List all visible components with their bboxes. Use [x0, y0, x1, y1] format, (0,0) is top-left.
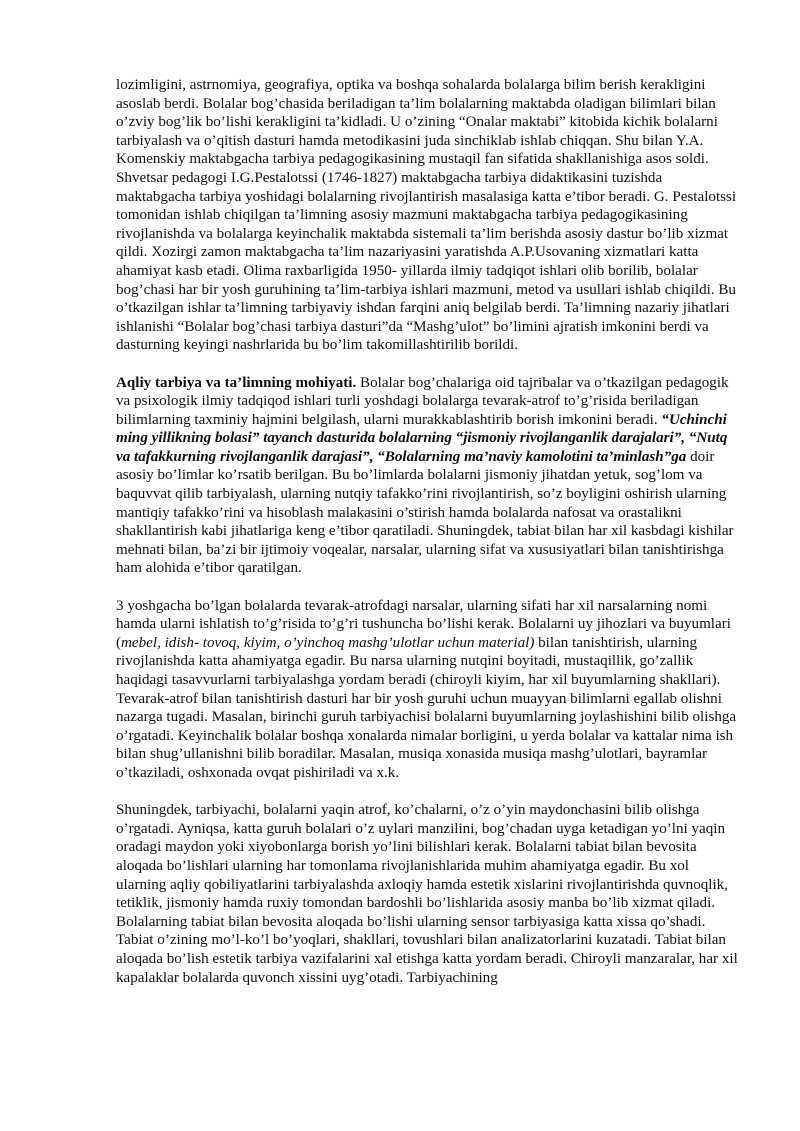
- document-page: [116, 76, 742, 1006]
- paragraph-3-italic: mebel, idish- tovoq, kiyim, o’yinchoq mashg’ulotlar uchun material): [121, 634, 535, 651]
- paragraph-2-text-a: Bolalar bog’chalariga oid tajribalar va o’tkazilgan pedagogik va psixologik ilmiy tadqiqod ishlari turli yoshdagi bolalarga tevarak-atrof to’g’risida beriladigan bilimlarning taxminiy hajmini belgilash, ularni murakkablashtirib borish imkonini beradi.: [116, 374, 729, 428]
- paragraph-1-text: lozimligini, astrnomiya, geografiya, optika va boshqa sohalarda bolalarga bilim berish kerakligini asoslab berdi. Bolalar bog’chasida beriladigan ta’lim bolalarning maktabda oladigan bilimlari bilan o’zviy bog’lik bo’lishi kerakligini ta’kidladi. U o’zining “Onalar maktabi” kitobida kichik bolalarni tarbiyalash va o’qitish dasturi hamda metodikasini juda sinchiklab ishlab chiqqan. Shu bilan Y.A. Komenskiy maktabgacha tarbiya pedagogikasining mustaqil fan sifatida shakllanishiga asos soldi. Shvetsar pedagogi I.G.Pestalotssi (1746-1827) maktabgacha tarbiya didaktikasini tuzishda maktabgacha tarbiya yoshidagi bolalarning rivojlantirish masalasiga katta e’tibor beradi. G. Pestalotssi tomonidan ishlab chiqilgan ta’limning asosiy mazmuni maktabgacha tarbiya pedagogikasining rivojlanishda va bolalarga keyinchalik maktabda sistemali ta’lim berishda asosiy dastur bo’lib xizmat qildi. Xozirgi zamon maktabgacha ta’lim nazariyasini yaratishda A.P.Usovaning xizmatlari katta ahamiyat kasb etadi. Olima raxbarligida 1950- yillarda ilmiy tadqiqot ishlari olib borilib, bolalar bog’chasi har bir yosh guruhining ta’lim-tarbiya ishlari mazmuni, metod va usullari ishlab chiqildi. Bu o’tkazilgan ishlar ta’limning tarbiyaviy ishdan farqini aniq belgilab berdi. Ta’limning nazariy jihatlari ishlanishi “Bolalar bog’chasi tarbiya dasturi”da “Mashg’ulot” bo’limini ajratish imkonini berdi va dasturning keyingi nashrlarida bu bo’lim takomillashtirilib borildi.: [116, 77, 737, 354]
- paragraph-4: [116, 801, 742, 987]
- paragraph-4-text: Shuningdek, tarbiyachi, bolalarni yaqin atrof, ko’chalarni, o’z o’yin maydonchasini bilib olishga o’rgatadi. Ayniqsa, katta guruh bolalari o’z uylari manzilini, bog’chadan uyga ketadigan yo’lni yaqin oradagi maydon yoki xiyobonlarga borish yo’lini bilishlari kerak. Bolalarni tabiat bilan bevosita aloqada bo’lishlari ularning har tomonlama rivojlanishlarida muhim ahamiyatga egadir. Bu xol ularning aqliy qobiliyatlarini tarbiyalashda axloqiy hamda estetik xislarini rivojlantirishda quvnoqlik, tetiklik, jismoniy hamda ruxiy tomondan bardoshli bo’lishlarida asosiy manba bo’lib xizmat qiladi. Bolalarning tabiat bilan bevosita aloqada bo’lishi ularning sensor tarbiyasiga katta xissa qo’shadi. Tabiat o’zining mo’l-ko’l bo’yoqlari, shakllari, tovushlari bilan analizatorlarini kuzatadi. Tabiat bilan aloqada bo’lish estetik tarbiya vazifalarini xal etishga katta yordam beradi. Chiroyli manzaralar, har xil kapalaklar bolalarda quvonch xissini uyg’otadi. Tarbiyachining: [116, 802, 738, 986]
- paragraph-2-text-b: doir asosiy bo’limlar ko’rsatib berilgan. Bu bo’limlarda bolalarni jismoniy jihatdan yetuk, sog’lom va baquvvat qilib tarbiyalash, ularning nutqiy tafakko’rini rivojlantirish, so’z boyligini oshirish ularning mantiqiy tafakko’rini va hisoblash malakasini o’stirish hamda bolalarda nafosat va orastalikni shakllantirish kabi jihatlariga keng e’tibor qaratiladi. Shuningdek, tabiat bilan har xil kasbdagi kishilar mehnati bilan, ba’zi bir ijtimoiy voqealar, narsalar, ularning sifat va xususiyatlari bilan tanishtirishga ham alohida e’tibor qaratilgan.: [116, 448, 734, 577]
- paragraph-3-text-a: 3 yoshgacha bo’lgan bolalarda tevarak-atrofdagi narsalar, ularning sifati har xil narsalarning nomi hamda ularni ishlatish to’g’risida to’g’ri tushuncha bo’lishi kerak. Bolalarni uy jihozlari va buyumlari (: [116, 597, 731, 651]
- paragraph-3-text-b: bilan tanishtirish, ularning rivojlanishda katta ahamiyatga egadir. Bu narsa ularning nutqini boyitadi, mustaqillik, go’zallik haqidagi tasavvurlarni tarbiyalashga yordam beradi (chiroyli kiyim, har xil buyumlarning shakllari). Tevarak-atrof bilan tanishtirish dasturi har bir yosh guruhi uchun muayyan bilimlarni egallab olishni nazarga tugadi. Masalan, birinchi guruh tarbiyachisi bolalarni buyumlarning joylashishini bilib olishga o’rgatadi. Keyinchalik bolalar boshqa xonalarda nimalar borligini, u yerda bolalar va kattalar nima ish bilan shug’ullanishni bilib boradilar. Masalan, musiqa xonasida musiqa mashg’ulotlari, bayramlar o’tkaziladi, oshxonada ovqat pishiriladi va x.k.: [116, 634, 737, 781]
- section-heading: Aqliy tarbiya va ta’limning mohiyati.: [116, 374, 357, 391]
- paragraph-1: [116, 76, 742, 355]
- paragraph-3: [116, 597, 742, 783]
- paragraph-2-emphasis: “Uchinchi ming yillikning bolasi” tayanch dasturida bolalarning “jismoniy rivojlanganlik darajalari”, “Nutq va tafakkurning rivojlanganlik darajasi”, “Bolalarning ma’naviy kamolotini ta’minlash”ga: [116, 411, 728, 465]
- paragraph-2: [116, 374, 742, 579]
